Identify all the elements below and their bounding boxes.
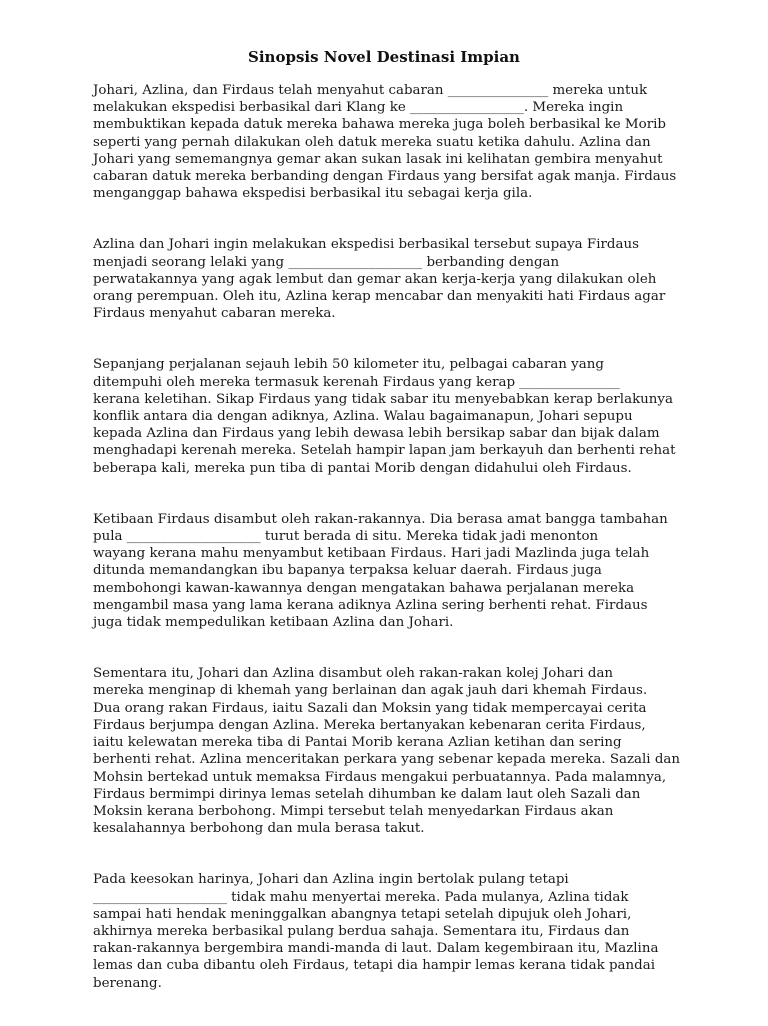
paragraph-line: menghadapi kerenah mereka. Setelah hampir lapan jam berkayuh dan berhenti rehat <box>93 443 676 459</box>
paragraph-line: melakukan ekspedisi berbasikal dari Klang ke _________________. Mereka ingin <box>93 100 624 116</box>
paragraph-line: Azlina dan Johari ingin melakukan ekspedisi berbasikal tersebut supaya Firdaus <box>93 237 639 253</box>
paragraph-3 <box>93 356 683 476</box>
paragraph-line: Johari, Azlina, dan Firdaus telah menyahut cabaran _______________ mereka untuk <box>93 83 648 98</box>
paragraph-line: ditempuhi oleh mereka termasuk kerenah Firdaus yang kerap _______________ <box>93 374 620 390</box>
paragraph-line: konflik antara dia dengan adiknya, Azlina. Walau bagaimanapun, Johari sepupu <box>93 409 633 425</box>
paragraph-line: berenang. <box>93 975 162 991</box>
paragraph-6 <box>93 871 683 991</box>
paragraph-line: Pada keesokan harinya, Johari dan Azlina ingin bertolak pulang tetapi <box>93 872 569 888</box>
paragraph-line: Sementara itu, Johari dan Azlina disambut oleh rakan-rakan kolej Johari dan <box>93 666 614 682</box>
paragraph-line: kesalahannya berbohong dan mula berasa takut. <box>93 821 425 837</box>
paragraph-line: Firdaus bermimpi dirinya lemas setelah dihumban ke dalam laut oleh Sazali dan <box>93 786 641 802</box>
paragraph-line: wayang kerana mahu menyambut ketibaan Firdaus. Hari jadi Mazlinda juga telah <box>93 546 650 562</box>
paragraph-line: Firdaus berjumpa dengan Azlina. Mereka bertanyakan kebenaran cerita Firdaus, <box>93 717 646 733</box>
paragraph-line: berhenti rehat. Azlina menceritakan perkara yang sebenar kepada mereka. Sazali dan <box>93 752 681 768</box>
paragraph-line: cabaran datuk mereka berbanding dengan Firdaus yang bersifat agak manja. Firdaus <box>93 169 677 185</box>
paragraph-line: Sepanjang perjalanan sejauh lebih 50 kilometer itu, pelbagai cabaran yang <box>93 357 604 373</box>
paragraph-line: perwatakannya yang agak lembut dan gemar akan kerja-kerja yang dilakukan oleh <box>93 271 657 287</box>
paragraph-line: orang perempuan. Oleh itu, Azlina kerap mencabar dan menyakiti hati Firdaus agar <box>93 289 666 305</box>
document-body <box>93 82 683 1026</box>
paragraph-line: juga tidak mempedulikan ketibaan Azlina dan Johari. <box>93 615 454 631</box>
paragraph-line: Johari yang sememangnya gemar akan sukan lasak ini kelihatan gembira menyahut <box>93 151 663 167</box>
paragraph-line: mereka menginap di khemah yang berlainan dan agak jauh dari khemah Firdaus. <box>93 683 648 699</box>
paragraph-line: ditunda memandangkan ibu bapanya terpaksa keluar daerah. Firdaus juga <box>93 563 602 579</box>
paragraph-line: iaitu kelewatan mereka tiba di Pantai Morib kerana Azlian ketihan dan sering <box>93 735 622 751</box>
paragraph-line: Moksin kerana berbohong. Mimpi tersebut telah menyedarkan Firdaus akan <box>93 803 614 819</box>
paragraph-5 <box>93 665 683 837</box>
paragraph-line: sampai hati hendak meninggalkan abangnya tetapi setelah dipujuk oleh Johari, <box>93 906 632 922</box>
paragraph-line: beberapa kali, mereka pun tiba di pantai Morib dengan didahului oleh Firdaus. <box>93 460 632 476</box>
paragraph-2 <box>93 236 683 322</box>
paragraph-line: ____________________ tidak mahu menyertai mereka. Pada mulanya, Azlina tidak <box>93 889 629 905</box>
paragraph-line: menganggap bahawa ekspedisi berbasikal itu sebagai kerja gila. <box>93 186 533 202</box>
paragraph-line: Firdaus menyahut cabaran mereka. <box>93 306 336 322</box>
paragraph-line: pula ____________________ turut berada di situ. Mereka tidak jadi menonton <box>93 529 599 545</box>
paragraph-4 <box>93 511 683 631</box>
paragraph-line: Ketibaan Firdaus disambut oleh rakan-rakannya. Dia berasa amat bangga tambahan <box>93 511 668 527</box>
paragraph-1 <box>93 82 683 202</box>
paragraph-line: membuktikan kepada datuk mereka bahawa mereka juga boleh berbasikal ke Morib <box>93 117 666 133</box>
paragraph-line: mengambil masa yang lama kerana adiknya Azlina sering berhenti rehat. Firdaus <box>93 597 648 613</box>
paragraph-line: kepada Azlina dan Firdaus yang lebih dewasa lebih bersikap sabar dan bijak dalam <box>93 426 660 442</box>
paragraph-line: Dua orang rakan Firdaus, iaitu Sazali dan Moksin yang tidak mempercayai cerita <box>93 700 647 716</box>
paragraph-line: kerana keletihan. Sikap Firdaus yang tidak sabar itu menyebabkan kerap berlakunya <box>93 391 673 407</box>
paragraph-line: Mohsin bertekad untuk memaksa Firdaus mengakui perbuatannya. Pada malamnya, <box>93 769 667 785</box>
paragraph-line: lemas dan cuba dibantu oleh Firdaus, tetapi dia hampir lemas kerana tidak pandai <box>93 958 655 974</box>
paragraph-line: membohongi kawan-kawannya dengan mengatakan bahawa perjalanan mereka <box>93 580 635 596</box>
document-title: Sinopsis Novel Destinasi Impian <box>248 48 520 66</box>
paragraph-line: akhirnya mereka berbasikal pulang berdua sahaja. Sementara itu, Firdaus dan <box>93 923 630 939</box>
paragraph-line: menjadi seorang lelaki yang ____________________ berbanding dengan <box>93 254 560 270</box>
paragraph-line: rakan-rakannya bergembira mandi-manda di laut. Dalam kegembiraan itu, Mazlina <box>93 941 659 957</box>
paragraph-line: seperti yang pernah dilakukan oleh datuk mereka suatu ketika dahulu. Azlina dan <box>93 134 651 150</box>
